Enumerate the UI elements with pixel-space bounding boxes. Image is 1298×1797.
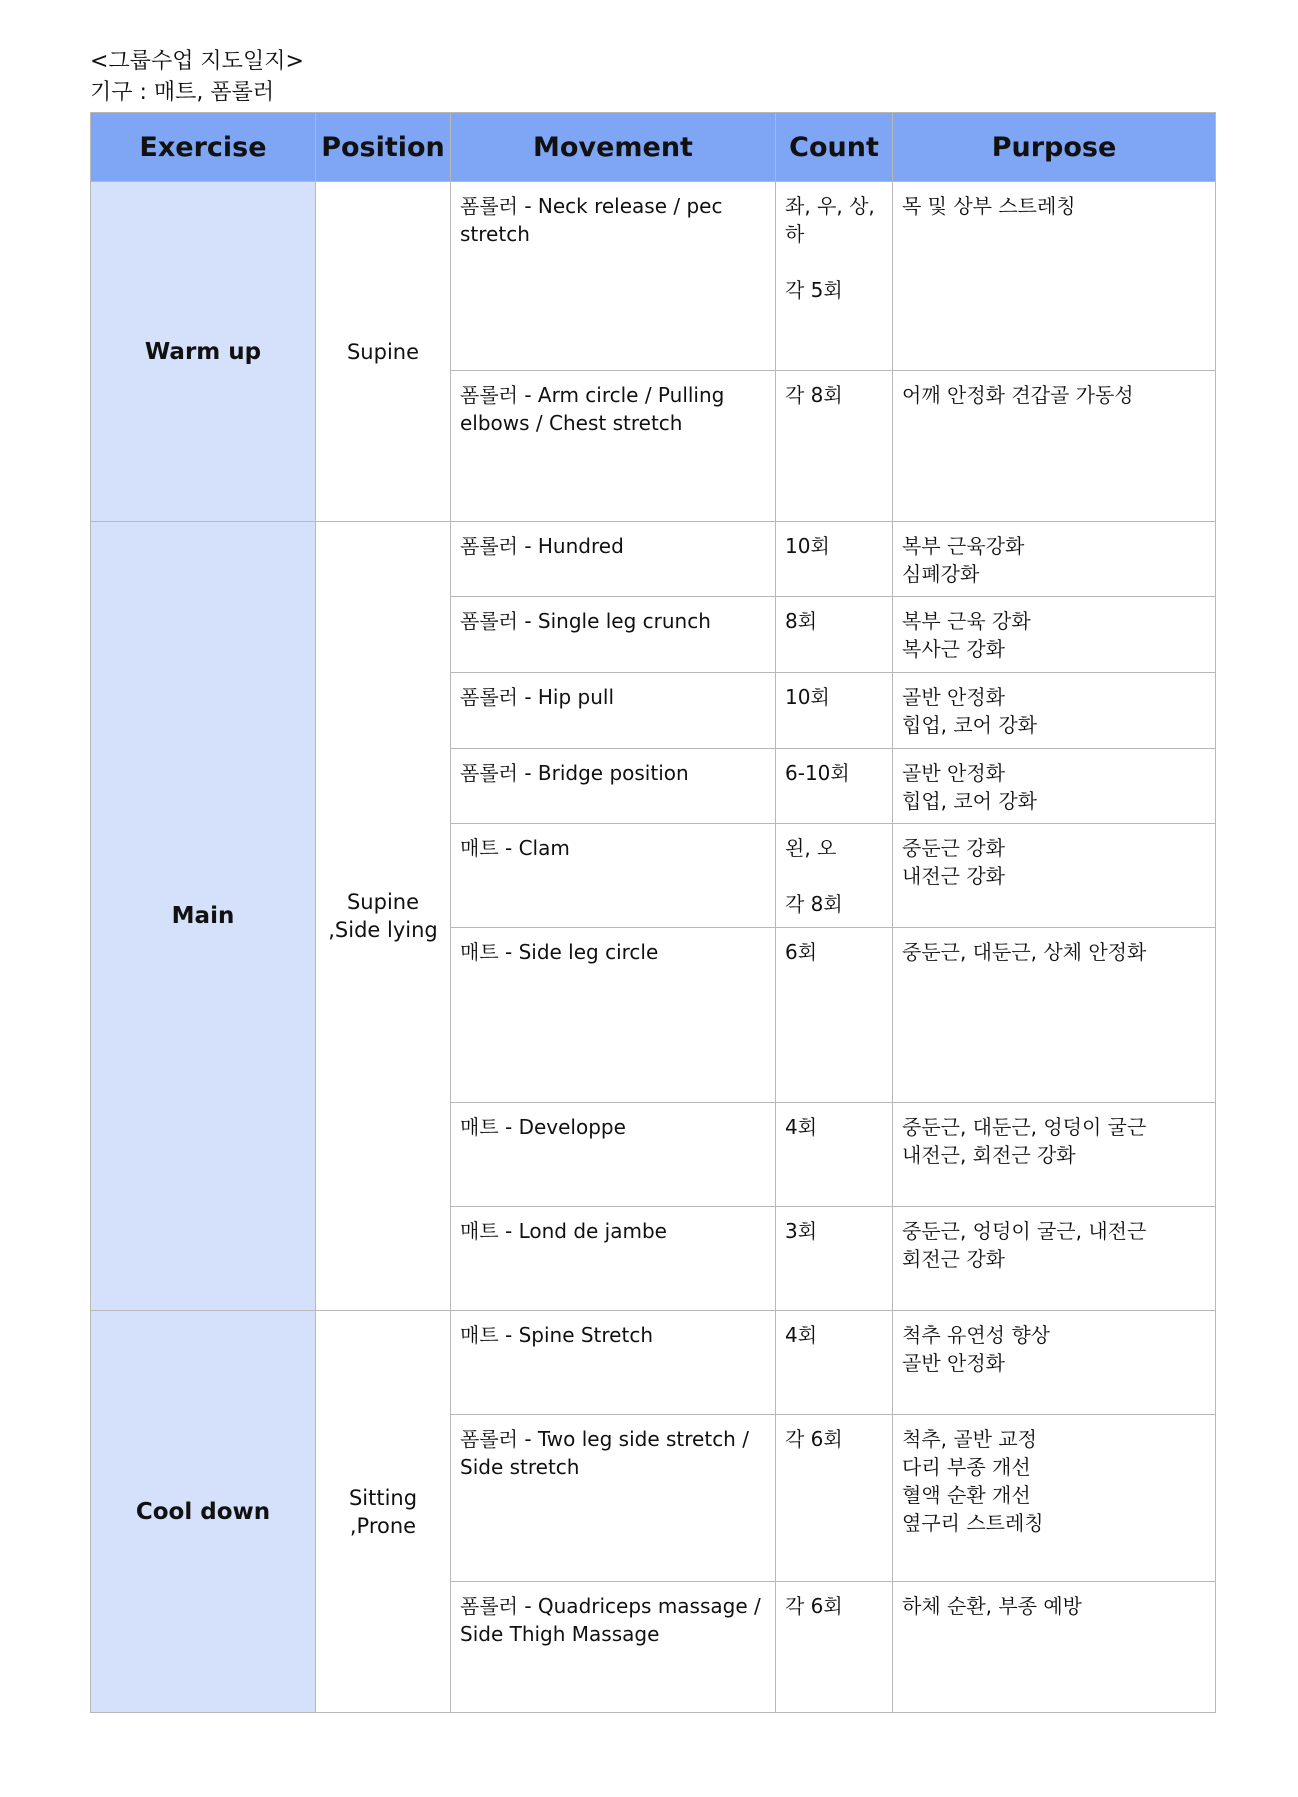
movement-cell: 폼롤러 - Neck release / pec stretch <box>451 182 776 371</box>
count-cell: 6회 <box>776 928 893 1103</box>
movement-cell: 폼롤러 - Bridge position <box>451 749 776 824</box>
position-cell-cool-down: Sitting ,Prone <box>316 1311 451 1713</box>
exercise-cell-warm-up: Warm up <box>91 182 316 522</box>
count-cell: 각 6회 <box>776 1415 893 1582</box>
table-header-row <box>91 113 1216 182</box>
purpose-cell: 골반 안정화 힙업, 코어 강화 <box>893 673 1216 749</box>
movement-cell: 폼롤러 - Single leg crunch <box>451 597 776 673</box>
count-cell: 10회 <box>776 522 893 597</box>
purpose-cell: 어깨 안정화 견갑골 가동성 <box>893 371 1216 522</box>
movement-cell: 폼롤러 - Arm circle / Pulling elbows / Chest stretch <box>451 371 776 522</box>
movement-cell: 폼롤러 - Hip pull <box>451 673 776 749</box>
count-cell: 각 8회 <box>776 371 893 522</box>
column-header-exercise: Exercise <box>91 113 316 182</box>
movement-cell: 매트 - Clam <box>451 824 776 928</box>
document-title: <그룹수업 지도일지> <box>90 49 304 74</box>
count-cell: 4회 <box>776 1103 893 1207</box>
count-cell: 각 6회 <box>776 1582 893 1713</box>
column-header-movement: Movement <box>451 113 776 182</box>
column-header-position: Position <box>316 113 451 182</box>
purpose-cell: 중둔근, 대둔근, 엉덩이 굴근 내전근, 회전근 강화 <box>893 1103 1216 1207</box>
position-cell-warm-up: Supine <box>316 182 451 522</box>
equipment-line: 기구 : 매트, 폼롤러 <box>90 80 275 105</box>
count-cell: 4회 <box>776 1311 893 1415</box>
table-row <box>91 522 1216 597</box>
lesson-plan-table <box>90 112 1216 1713</box>
movement-cell: 폼롤러 - Quadriceps massage / Side Thigh Massage <box>451 1582 776 1713</box>
movement-cell: 폼롤러 - Two leg side stretch / Side stretch <box>451 1415 776 1582</box>
count-cell: 좌, 우, 상, 하 각 5회 <box>776 182 893 371</box>
movement-cell: 폼롤러 - Hundred <box>451 522 776 597</box>
column-header-purpose: Purpose <box>893 113 1216 182</box>
purpose-cell: 복부 근육강화 심폐강화 <box>893 522 1216 597</box>
purpose-cell: 척추, 골반 교정 다리 부종 개선 혈액 순환 개선 옆구리 스트레칭 <box>893 1415 1216 1582</box>
column-header-count: Count <box>776 113 893 182</box>
purpose-cell: 중둔근, 대둔근, 상체 안정화 <box>893 928 1216 1103</box>
count-cell: 왼, 오 각 8회 <box>776 824 893 928</box>
purpose-cell: 골반 안정화 힙업, 코어 강화 <box>893 749 1216 824</box>
purpose-cell: 복부 근육 강화 복사근 강화 <box>893 597 1216 673</box>
count-cell: 8회 <box>776 597 893 673</box>
movement-cell: 매트 - Developpe <box>451 1103 776 1207</box>
purpose-cell: 중둔근, 엉덩이 굴근, 내전근 회전근 강화 <box>893 1207 1216 1311</box>
purpose-cell: 하체 순환, 부종 예방 <box>893 1582 1216 1713</box>
exercise-cell-cool-down: Cool down <box>91 1311 316 1713</box>
purpose-cell: 목 및 상부 스트레칭 <box>893 182 1216 371</box>
count-cell: 3회 <box>776 1207 893 1311</box>
movement-cell: 매트 - Spine Stretch <box>451 1311 776 1415</box>
table-row <box>91 182 1216 371</box>
document-header <box>90 46 304 108</box>
purpose-cell: 중둔근 강화 내전근 강화 <box>893 824 1216 928</box>
movement-cell: 매트 - Side leg circle <box>451 928 776 1103</box>
movement-cell: 매트 - Lond de jambe <box>451 1207 776 1311</box>
count-cell: 10회 <box>776 673 893 749</box>
table-row <box>91 1311 1216 1415</box>
purpose-cell: 척추 유연성 향상 골반 안정화 <box>893 1311 1216 1415</box>
exercise-cell-main: Main <box>91 522 316 1311</box>
count-cell: 6-10회 <box>776 749 893 824</box>
position-cell-main: Supine ,Side lying <box>316 522 451 1311</box>
